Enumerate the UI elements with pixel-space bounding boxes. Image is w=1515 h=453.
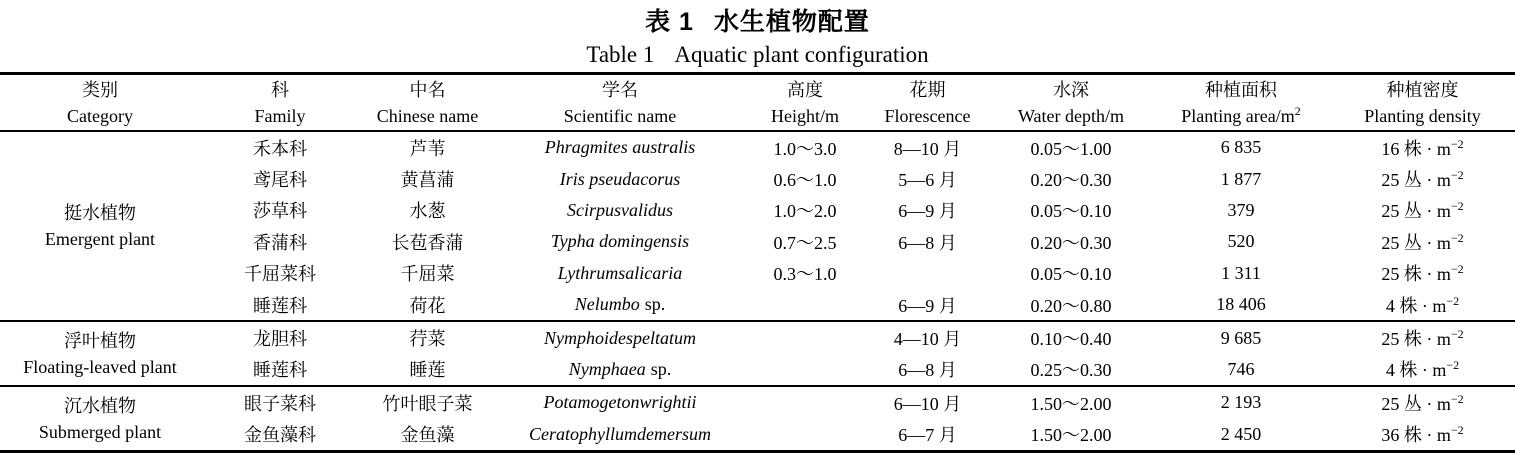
cell-florescence: 4—10 月 <box>865 321 990 353</box>
cell-scientific-name: Ceratophyllumdemersum <box>529 423 711 444</box>
cell-chinese-name: 睡莲 <box>409 360 446 381</box>
cell-florescence: 8—10 月 <box>893 138 962 159</box>
cell-planting-density: 4 株 · $m^{-2}$ <box>1385 293 1460 316</box>
table-title-en <box>0 39 1515 71</box>
table-caption <box>0 0 1515 72</box>
superscript: −2 <box>1450 327 1464 342</box>
superscript: −2 <box>1450 136 1464 151</box>
cell-water-depth: 0.20～0.80 <box>1030 295 1112 316</box>
table-row <box>0 354 1515 386</box>
cell-planting-density: 25 丛 · $m^{-2}$ <box>1330 386 1515 418</box>
cell-scientific-name: Lythrumsalicaria <box>557 262 683 283</box>
superscript: −2 <box>1450 262 1464 277</box>
col-header-chinese-name <box>360 74 495 132</box>
superscript: 2 <box>1294 104 1301 118</box>
col-header-category-zh: 类别 <box>82 80 118 100</box>
cell-planting-area: 2 193 <box>1152 386 1330 418</box>
cell-height: 0.7～2.5 <box>773 232 837 253</box>
col-header-height-zh: 高度 <box>787 80 823 100</box>
superscript: −2 <box>1450 199 1464 214</box>
category-zh: 挺水植物 <box>64 203 136 224</box>
table-number-zh: 表 1 <box>645 8 694 36</box>
cell-chinese-name: 荷花 <box>409 295 446 316</box>
col-header-planting-area-en: Planting area/$m^2$ <box>1181 104 1301 126</box>
cell-family: 鸢尾科 <box>253 170 307 191</box>
table-row <box>0 163 1515 194</box>
cell-category-floating-leaved <box>0 321 200 386</box>
cell-planting-area: 2 450 <box>1220 423 1262 444</box>
cell-florescence: 6—9 月 <box>898 295 957 316</box>
table-row <box>0 226 1515 257</box>
cell-scientific-name: Typha domingensis <box>550 231 690 252</box>
cell-planting-area: 9 685 <box>1152 321 1330 353</box>
col-header-category <box>0 74 200 132</box>
cell-chinese-name: 长苞香蒲 <box>391 232 464 253</box>
col-header-florescence <box>865 74 990 132</box>
superscript: −2 <box>1446 358 1460 373</box>
aquatic-plant-configuration-table <box>0 72 1515 453</box>
cell-water-depth: 0.05～1.00 <box>1030 138 1112 159</box>
category-en: Emergent plant <box>44 229 156 250</box>
cell-family: 莎草科 <box>253 201 307 222</box>
table-row <box>0 419 1515 452</box>
category-zh: 浮叶植物 <box>64 330 136 351</box>
cell-height <box>745 386 865 418</box>
cell-florescence: 6—10 月 <box>865 386 990 418</box>
col-header-scientific-name <box>495 74 745 132</box>
cell-planting-area: 18 406 <box>1216 294 1266 315</box>
col-header-planting-area-zh: 种植面积 <box>1205 80 1277 100</box>
superscript: −2 <box>1450 168 1464 183</box>
cell-family: 禾本科 <box>253 138 307 159</box>
cell-height: 1.0～2.0 <box>773 201 837 222</box>
cell-florescence: 6—9 月 <box>898 201 957 222</box>
cell-chinese-name: 水葱 <box>409 201 446 222</box>
cell-planting-density: 25 丛 · $m^{-2}$ <box>1381 230 1464 253</box>
cell-family: 龙胆科 <box>200 321 360 353</box>
cell-planting-density: 25 丛 · $m^{-2}$ <box>1381 168 1464 191</box>
col-header-water-depth-en: Water depth/m <box>1017 106 1124 126</box>
cell-height: 0.3～1.0 <box>773 264 837 285</box>
category-en: Floating-leaved plant <box>23 356 177 377</box>
table-title-en-text: Aquatic plant configuration <box>674 42 929 67</box>
cell-family: 睡莲科 <box>253 295 307 316</box>
superscript: −2 <box>1450 391 1464 406</box>
cell-height <box>745 419 865 452</box>
table-row <box>0 321 1515 353</box>
col-header-water-depth-zh: 水深 <box>1053 80 1089 100</box>
header-row <box>0 74 1515 132</box>
table-number-en: Table 1 <box>586 42 655 67</box>
cell-planting-area: 520 <box>1227 231 1255 252</box>
superscript: −2 <box>1450 423 1464 438</box>
superscript: −2 <box>1450 230 1464 245</box>
col-header-planting-density-zh: 种植密度 <box>1386 80 1459 100</box>
table-row <box>0 289 1515 321</box>
cell-family: 睡莲科 <box>253 360 307 381</box>
cell-scientific-name: Nymphoidespeltatum <box>495 321 745 353</box>
table-title-zh-text: 水生植物配置 <box>713 8 870 36</box>
cell-height: 0.6～1.0 <box>773 170 837 191</box>
cell-water-depth: 0.05～0.10 <box>1030 201 1112 222</box>
table-row <box>0 386 1515 418</box>
cell-scientific-name: Nelumbo sp. <box>574 294 666 315</box>
category-zh: 沉水植物 <box>64 395 136 416</box>
col-header-chinese-name-zh: 中名 <box>409 80 446 100</box>
col-header-scientific-name-zh: 学名 <box>602 80 638 100</box>
cell-chinese-name: 荇菜 <box>360 321 495 353</box>
cell-florescence: 6—7 月 <box>898 425 957 446</box>
cell-chinese-name: 芦苇 <box>409 138 446 159</box>
cell-scientific-name: Iris pseudacorus <box>559 168 681 189</box>
cell-water-depth: 0.25～0.30 <box>1030 360 1112 381</box>
cell-florescence: 5—6 月 <box>898 170 957 191</box>
cell-chinese-name: 竹叶眼子菜 <box>360 386 495 418</box>
cell-family: 眼子菜科 <box>200 386 360 418</box>
col-header-family <box>200 74 360 132</box>
cell-chinese-name: 金鱼藻 <box>400 425 455 446</box>
cell-water-depth: 0.10～0.40 <box>990 321 1152 353</box>
cell-scientific-name: Scirpusvalidus <box>567 199 673 220</box>
cell-chinese-name: 千屈菜 <box>400 264 455 285</box>
cell-planting-density: 25 丛 · $m^{-2}$ <box>1381 199 1464 222</box>
cell-planting-area: 1 877 <box>1220 168 1262 189</box>
cell-planting-area: 379 <box>1227 199 1255 220</box>
cell-height <box>745 321 865 353</box>
cell-planting-density: 25 株 · $m^{-2}$ <box>1330 321 1515 353</box>
cell-water-depth: 0.20～0.30 <box>1030 170 1112 191</box>
category-en: Submerged plant <box>38 421 162 442</box>
col-header-family-zh: 科 <box>271 80 289 100</box>
cell-scientific-name: Nymphaea sp. <box>568 358 672 379</box>
col-header-height <box>745 74 865 132</box>
cell-chinese-name: 黄菖蒲 <box>400 170 455 191</box>
cell-category-submerged <box>0 386 200 451</box>
cell-scientific-name: Potamogetonwrightii <box>495 386 745 418</box>
cell-water-depth: 0.05～0.10 <box>1030 264 1112 285</box>
col-header-planting-area <box>1152 74 1330 132</box>
col-header-scientific-name-en: Scientific name <box>563 106 677 126</box>
cell-family: 千屈菜科 <box>244 264 316 285</box>
col-header-height-en: Height/m <box>771 106 839 126</box>
table-row <box>0 131 1515 163</box>
col-header-florescence-en: Florescence <box>884 106 971 126</box>
col-header-family-en: Family <box>254 106 306 126</box>
col-header-category-en: Category <box>67 106 133 126</box>
table-row <box>0 258 1515 289</box>
table-title-zh <box>0 5 1515 39</box>
col-header-water-depth <box>990 74 1152 132</box>
cell-florescence <box>865 258 990 289</box>
cell-family: 香蒲科 <box>253 232 307 253</box>
cell-florescence: 6—8 月 <box>898 232 957 253</box>
cell-family: 金鱼藻科 <box>244 425 316 446</box>
cell-planting-area: 746 <box>1227 358 1255 379</box>
cell-height <box>745 354 865 386</box>
col-header-planting-density <box>1330 74 1515 132</box>
cell-planting-density: 25 株 · $m^{-2}$ <box>1381 262 1464 285</box>
table-row <box>0 195 1515 226</box>
cell-planting-density: 4 株 · $m^{-2}$ <box>1385 358 1460 381</box>
cell-planting-density: 16 株 · $m^{-2}$ <box>1381 136 1464 159</box>
col-header-florescence-zh: 花期 <box>909 80 946 100</box>
cell-planting-area: 1 311 <box>1221 262 1261 283</box>
superscript: −2 <box>1446 293 1460 308</box>
cell-height: 1.0～3.0 <box>773 138 837 159</box>
cell-height <box>745 289 865 321</box>
cell-planting-area: 6 835 <box>1220 137 1262 158</box>
cell-scientific-name: Phragmites australis <box>544 137 696 158</box>
cell-category-emergent <box>0 131 200 321</box>
cell-florescence: 6—8 月 <box>898 360 957 381</box>
cell-water-depth: 1.50～2.00 <box>990 386 1152 418</box>
col-header-planting-density-en: Planting density <box>1364 106 1481 126</box>
cell-water-depth: 0.20～0.30 <box>1030 232 1112 253</box>
cell-planting-density: 36 株 · $m^{-2}$ <box>1381 423 1464 446</box>
col-header-chinese-name-en: Chinese name <box>376 106 479 126</box>
cell-water-depth: 1.50～2.00 <box>1030 425 1112 446</box>
